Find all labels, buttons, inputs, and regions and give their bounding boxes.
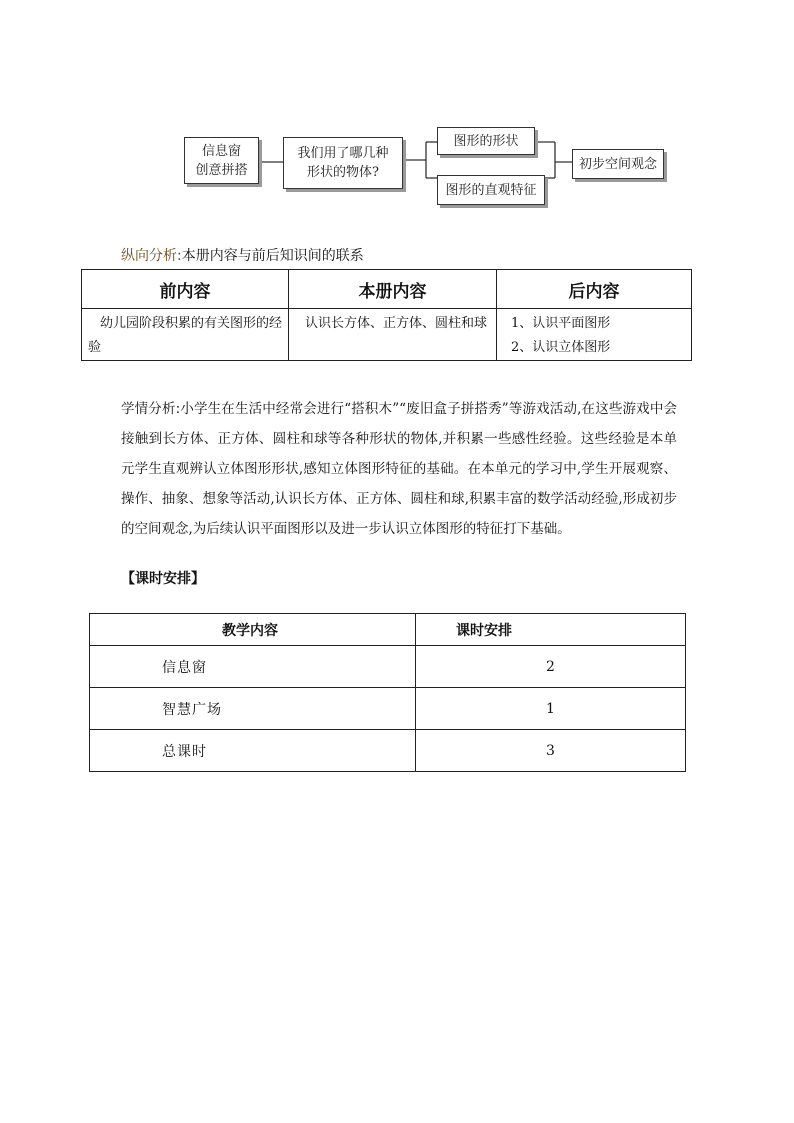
table-row (90, 730, 686, 772)
learning-analysis-lead: 学情分析: (121, 401, 181, 417)
table-header-row (82, 270, 692, 309)
table-row (90, 646, 686, 688)
vertical-analysis-lead: 纵向分析: (121, 248, 182, 264)
table-row (90, 688, 686, 730)
schedule-item: 智慧广场 (90, 688, 416, 730)
column-header-prev: 前内容 (82, 270, 289, 309)
diagram-connectors (0, 0, 794, 230)
learning-analysis-paragraph (121, 394, 677, 544)
schedule-item: 总课时 (90, 730, 416, 772)
diagram-box-line: 我们用了哪几种 (297, 146, 389, 161)
diagram-box-question (283, 137, 403, 189)
schedule-hours: 1 (416, 688, 686, 730)
column-header-hours: 课时安排 (416, 614, 686, 646)
schedule-table (89, 613, 686, 772)
diagram-box-line: 图形的直观特征 (445, 182, 537, 198)
content-relation-table (81, 269, 692, 361)
table-row (82, 309, 692, 361)
diagram-box-shape (437, 127, 535, 155)
diagram-box-spatial-concept (572, 149, 664, 179)
diagram-box-info-window (184, 137, 259, 184)
diagram-box-line: 创意拼搭 (195, 162, 248, 178)
schedule-hours: 3 (416, 730, 686, 772)
diagram-box-line: 初步空间观念 (578, 156, 657, 172)
vertical-analysis-heading (121, 245, 364, 265)
column-header-current: 本册内容 (289, 270, 497, 309)
schedule-item: 信息窗 (90, 646, 416, 688)
learning-analysis-text: 小学生在生活中经常会进行“搭积木”“废旧盒子拼搭秀”等游戏活动,在这些游戏中会接触到长方体、正方体、圆柱和球等各种形状的物体,并积累一些感性经验。这些经验是本单元学生直观辨认立体图形形状,感知立体图形特征的基础。在本单元的学习中,学生开展观察、操作、抽象、想象等活动,认识长方体、正方体、圆柱和球,积累丰富的数学活动经验,形成初步的空间观念,为后续认识平面图形以及进一步认识立体图形的特征打下基础。 (121, 401, 677, 537)
table-header-row (90, 614, 686, 646)
next-content-item: 1、认识平面图形 (511, 316, 611, 331)
vertical-analysis-text: 本册内容与前后知识间的联系 (181, 248, 364, 264)
diagram-box-line: 形状的物体? (307, 165, 379, 180)
schedule-heading: 【课时安排】 (121, 571, 205, 587)
prev-content-cell: 幼儿园阶段积累的有关图形的经验 (82, 309, 289, 361)
diagram-box-features (437, 175, 545, 205)
diagram-box-line: 图形的形状 (453, 133, 519, 149)
column-header-content: 教学内容 (90, 614, 416, 646)
knowledge-flow-diagram (0, 0, 794, 230)
diagram-box-line: 信息窗 (201, 143, 241, 159)
schedule-hours: 2 (416, 646, 686, 688)
next-content-cell (497, 309, 692, 361)
next-content-item: 2、认识立体图形 (511, 340, 611, 355)
column-header-next: 后内容 (497, 270, 692, 309)
current-content-cell: 认识长方体、正方体、圆柱和球 (289, 309, 497, 361)
